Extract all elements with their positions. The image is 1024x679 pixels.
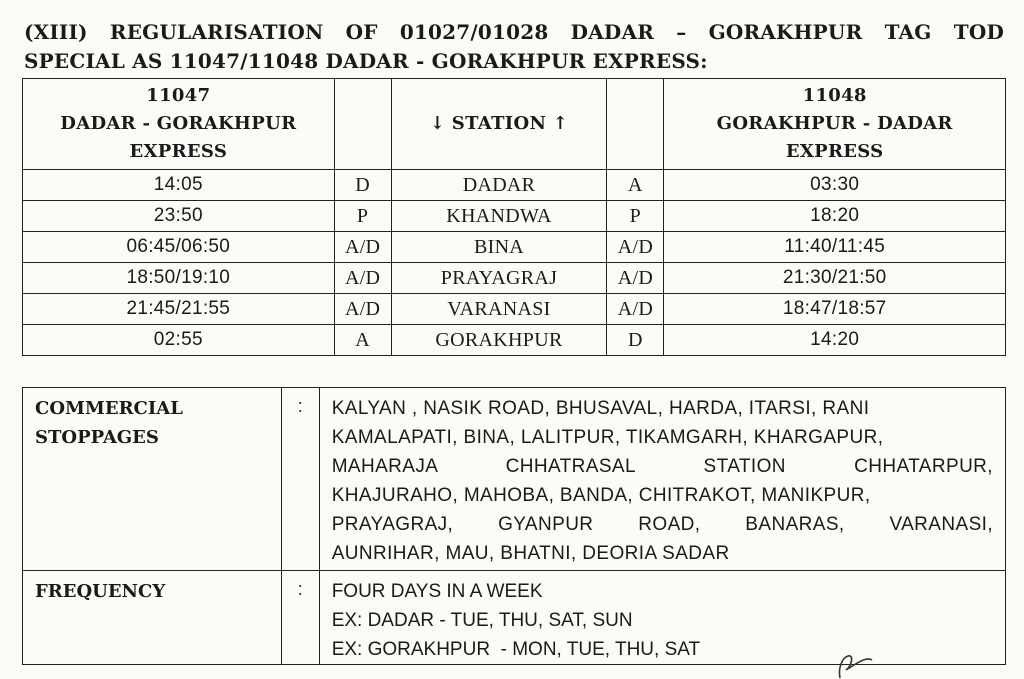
heading-line-1 <box>24 18 1004 47</box>
station-name: DADAR <box>391 170 607 201</box>
station-name: PRAYAGRAJ <box>391 263 607 294</box>
up-code: A <box>607 170 664 201</box>
frequency-line: EX: DADAR - TUE, THU, SAT, SUN <box>331 610 633 631</box>
details-table <box>22 387 1006 665</box>
stoppages-label-line: COMMERCIAL <box>35 398 183 419</box>
up-time: 18:20 <box>664 201 1006 232</box>
train-name-suffix: EXPRESS <box>129 141 228 162</box>
down-code: D <box>334 170 391 201</box>
table-row <box>23 263 1006 294</box>
heading-word: TAG <box>884 20 932 44</box>
train-name: GORAKHPUR - DADAR <box>716 113 953 134</box>
train-number: 11047 <box>146 85 211 106</box>
table-row <box>23 232 1006 263</box>
code-header-empty <box>607 79 664 170</box>
stoppages-label <box>23 388 282 571</box>
up-code: A/D <box>607 232 664 263</box>
train-name: DADAR - GORAKHPUR <box>60 113 297 134</box>
down-code: A/D <box>334 294 391 325</box>
heading-word: DADAR <box>570 20 655 44</box>
down-time: 21:45/21:55 <box>23 294 335 325</box>
stoppages-line: KHAJURAHO, MAHOBA, BANDA, CHITRAKOT, MANIKPUR, <box>331 485 871 506</box>
heading-line-2: SPECIAL AS 11047/11048 DADAR - GORAKHPUR EXPRESS: <box>24 49 708 73</box>
down-time: 23:50 <box>23 201 335 232</box>
stoppages-line: KAMALAPATI, BINA, LALITPUR, TIKAMGARH, KHARGAPUR, <box>331 427 884 448</box>
colon: : <box>281 571 319 665</box>
stoppages-label-line: STOPPAGES <box>35 427 159 448</box>
heading-word: TOD <box>953 20 1004 44</box>
up-time: 18:47/18:57 <box>664 294 1006 325</box>
table-row <box>23 294 1006 325</box>
train-11048-header <box>664 79 1006 170</box>
up-time: 11:40/11:45 <box>664 232 1006 263</box>
down-code: A/D <box>334 263 391 294</box>
down-code: A <box>334 325 391 356</box>
colon: : <box>281 388 319 571</box>
heading-word: 01027/01028 <box>399 20 549 44</box>
up-time: 14:20 <box>664 325 1006 356</box>
stoppages-list <box>319 388 1005 571</box>
frequency-line: FOUR DAYS IN A WEEK <box>331 581 543 602</box>
train-name-suffix: EXPRESS <box>785 141 884 162</box>
stoppages-line: KALYAN , NASIK ROAD, BHUSAVAL, HARDA, ITARSI, RANI <box>331 398 870 419</box>
station-name: VARANASI <box>391 294 607 325</box>
table-row <box>23 201 1006 232</box>
heading-word: GORAKHPUR <box>708 20 863 44</box>
heading-word: – <box>676 20 687 44</box>
down-code: A/D <box>334 232 391 263</box>
down-time: 18:50/19:10 <box>23 263 335 294</box>
station-name: BINA <box>391 232 607 263</box>
up-code: A/D <box>607 294 664 325</box>
timetable-header-row <box>23 79 1006 170</box>
stoppages-row <box>23 388 1006 571</box>
train-11047-header <box>23 79 335 170</box>
down-time: 14:05 <box>23 170 335 201</box>
up-code: A/D <box>607 263 664 294</box>
stoppages-line: PRAYAGRAJ, GYANPUR ROAD, BANARAS, VARANASI, <box>331 514 993 535</box>
station-header: ↓ STATION ↑ <box>391 79 607 170</box>
down-time: 06:45/06:50 <box>23 232 335 263</box>
up-time: 03:30 <box>664 170 1006 201</box>
timetable <box>22 78 1006 356</box>
station-name: GORAKHPUR <box>391 325 607 356</box>
up-time: 21:30/21:50 <box>664 263 1006 294</box>
stoppages-line: MAHARAJA CHHATRASAL STATION CHHATARPUR, <box>331 456 993 477</box>
heading-word: (XIII) <box>24 20 88 44</box>
heading-word: REGULARISATION <box>109 20 324 44</box>
heading-word: OF <box>345 20 378 44</box>
signature-mark <box>836 650 876 679</box>
train-number: 11048 <box>802 85 867 106</box>
down-time: 02:55 <box>23 325 335 356</box>
frequency-value <box>319 571 1005 665</box>
up-code: D <box>607 325 664 356</box>
table-row <box>23 325 1006 356</box>
section-heading <box>24 18 1004 76</box>
frequency-label: FREQUENCY <box>23 571 282 665</box>
table-row <box>23 170 1006 201</box>
station-name: KHANDWA <box>391 201 607 232</box>
stoppages-line: AUNRIHAR, MAU, BHATNI, DEORIA SADAR <box>331 543 730 564</box>
up-code: P <box>607 201 664 232</box>
code-header-empty <box>334 79 391 170</box>
frequency-line: EX: GORAKHPUR - MON, TUE, THU, SAT <box>331 639 701 660</box>
down-code: P <box>334 201 391 232</box>
